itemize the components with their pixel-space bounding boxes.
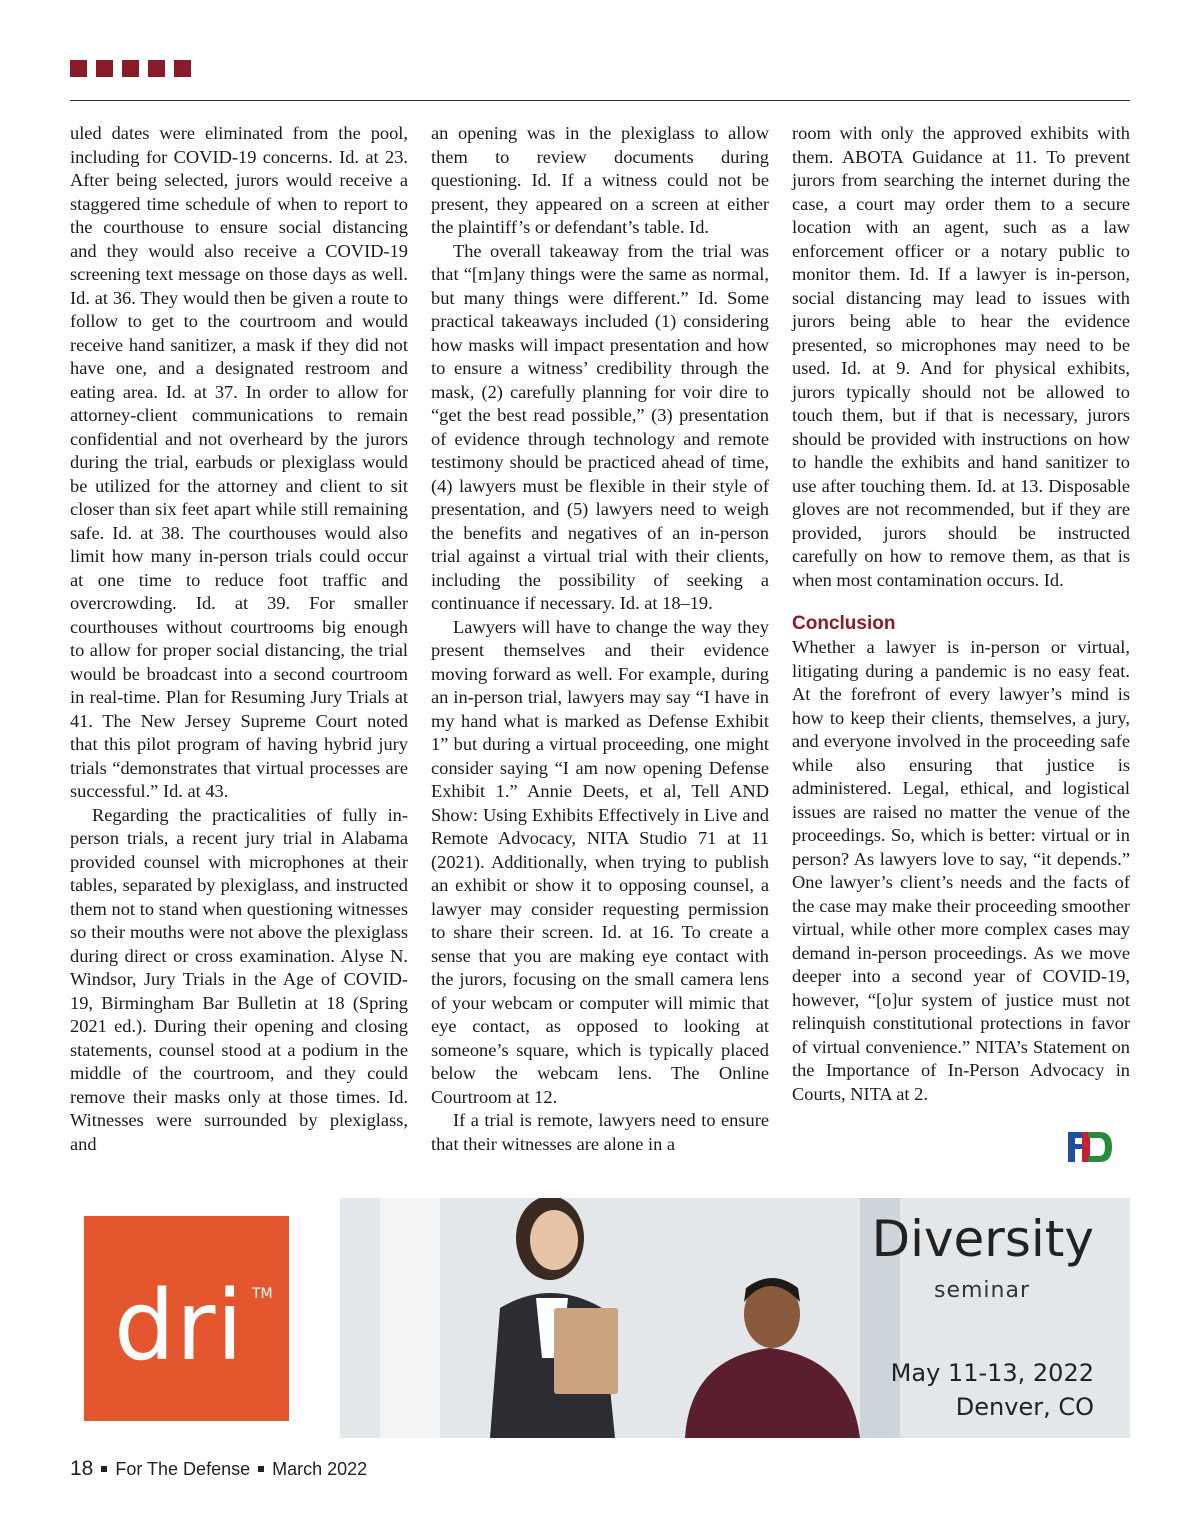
column-2 [431, 122, 769, 1156]
ftd-end-mark-icon [1068, 1130, 1114, 1164]
page-footer [70, 1457, 367, 1481]
paragraph: uled dates were eliminated from the pool, including for COVID-19 concerns. Id. at 23. After being selected, jurors would receive a staggered time schedule of when to report to the courthouse to ensure social distancing and they would also receive a COVID-19 screening text message on those days as well. Id. at 36. They would then be given a route to follow to get to the courtroom and would receive hand sanitizer, a mask if they did not have one, and a designated restroom and eating area. Id. at 37. In order to allow for attorney-client communications to remain confidential and not overheard by the jurors during the trial, earbuds or plexiglass would be utilized for the attorney and client to sit closer than six feet apart while still remaining safe. Id. at 38. The courthouses would also limit how many in-person trials could occur at one time to reduce foot traffic and overcrowding. Id. at 39. For smaller courthouses without courtrooms big enough to allow for proper social distancing, the trial would be broadcast into a second courtroom in real-time. Plan for Resuming Jury Trials at 41. The New Jersey Supreme Court noted that this pilot program of having hybrid jury trials “demonstrates that virtual processes are successful.” Id. at 43. [70, 123, 408, 801]
dri-logo [84, 1216, 289, 1421]
section-heading: Conclusion [792, 613, 896, 634]
paragraph: Lawyers will have to change the way they present themselves and their evidence moving forward as well. For example, during an in-person trial, lawyers may say “I have in my hand what is marked as Defense Exhibit 1” but during a virtual proceeding, one might consider saying “I am now opening Defense Exhibit 1.” Annie Deets, et al, Tell AND Show: Using Exhibits Effectively in Live and Remote Advocacy, NITA Studio 71 at 11 (2021). Additionally, when trying to publish an exhibit or show it to opposing counsel, a lawyer may consider requesting permission to share their screen. Id. at 16. To create a sense that you are making eye contact with the jurors, focusing on the small camera lens of your webcam or computer will mimic that eye contact, as opposed to looking at someone’s square, which is typically placed below the webcam lens. The Online Courtroom at 12. [431, 616, 769, 1107]
trademark-symbol: TM [252, 1286, 273, 1302]
paragraph: If a trial is remote, lawyers need to ensure that their witnesses are alone in a [431, 1110, 769, 1154]
decor-square [122, 60, 139, 77]
dri-logo-text: dri [114, 1270, 245, 1382]
page-number: 18 [70, 1457, 94, 1480]
ad-subtitle: seminar [933, 1278, 1030, 1303]
issue-date: March 2022 [272, 1458, 368, 1479]
paragraph: Whether a lawyer is in-person or virtual, litigating during a pandemic is no easy feat. At the forefront of every lawyer’s mind is how to keep their clients, themselves, a jury, and everyone involved in the proceeding safe while also ensuring that justice is administered. Legal, ethical, and logistical issues are raised no matter the venue of the proceedings. So, which is better: virtual or in person? As lawyers love to say, “it depends.” One lawyer’s client’s needs and the facts of the case may make their proceeding smoother virtual, while other more complex cases may demand in-person proceedings. As we move deeper into a second year of COVID-19, however, “[o]ur system of justice must not relinquish constitutional protections in favor of virtual convenience.” NITA’s Statement on the Importance of In-Person Advocacy in Courts, NITA at 2. [792, 637, 1130, 1104]
ad-photo [340, 1198, 1130, 1438]
publication-name: For The Defense [115, 1458, 251, 1479]
ad-title: Diversity [871, 1210, 1094, 1268]
header-rule [70, 100, 1130, 101]
advertisement[interactable] [70, 1198, 1130, 1438]
decor-square [70, 60, 87, 77]
bullet-icon [258, 1466, 264, 1472]
paragraph: The overall takeaway from the trial was that “[m]any things were the same as normal, but many things were different.” Id. Some practical takeaways included (1) considering how masks will impact presentation and how to ensure a witness’ credibility through the mask, (2) carefully planning for voir dire to “get the best read possible,” (3) presentation of evidence through technology and remote testimony should be practiced ahead of time, (4) lawyers must be flexible in their style of presentation, and (5) lawyers need to weigh the benefits and negatives of an in-person trial against a virtual trial with their clients, including the possibility of seeking a continuance if necessary. Id. at 18–19. [431, 240, 769, 613]
ad-location: Denver, CO [955, 1393, 1094, 1421]
ad-date-location [891, 1356, 1094, 1424]
column-1 [70, 122, 408, 1156]
paragraph: Regarding the practicalities of fully in-person trials, a recent jury trial in Alabama provided counsel with microphones at their tables, separated by plexiglass, and instructed them not to stand when questioning witnesses so their mouths were not above the plexiglass during direct or cross examination. Alyse N. Windsor, Jury Trials in the Age of COVID-19, Birmingham Bar Bulletin at 18 (Spring 2021 ed.). During their opening and closing statements, counsel stood at a podium in the middle of the courtroom, and they could remove their masks only at those times. Id. Witnesses were surrounded by plexiglass, and [70, 804, 408, 1154]
bullet-icon [101, 1466, 107, 1472]
paragraph: an opening was in the plexiglass to allow them to review documents during questioning. Id. If a witness could not be present, they appeared on a screen at either the plaintiff’s or defendant’s table. Id. [431, 123, 769, 237]
decor-square [148, 60, 165, 77]
paragraph: room with only the approved exhibits with them. ABOTA Guidance at 11. To prevent jurors from searching the internet during the case, a court may order them to a secure location with an agent, such as a law enforcement officer or a notary public to monitor them. Id. If a lawyer is in-person, social distancing may lead to issues with jurors being able to hear the evidence presented, so microphones may need to be used. Id. at 9. And for physical exhibits, jurors typically should not be allowed to touch them, but if that is necessary, jurors should be provided with instructions on how to handle the exhibits and hand sanitizer to use after touching them. Id. at 13. Disposable gloves are not recommended, but if they are provided, jurors should be instructed carefully on how to remove them, as that is when most contamination occurs. Id. [792, 123, 1130, 590]
ad-date: May 11-13, 2022 [890, 1359, 1094, 1387]
header-decoration [70, 60, 191, 77]
decor-square [96, 60, 113, 77]
column-3 [792, 122, 1130, 1106]
decor-square [174, 60, 191, 77]
